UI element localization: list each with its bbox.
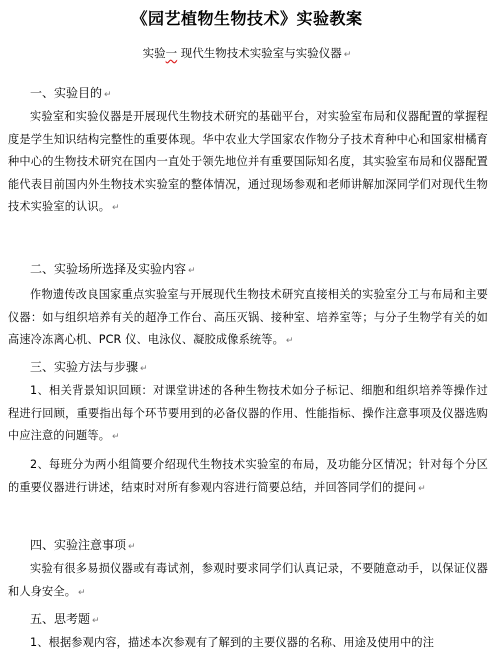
section-heading-purpose [30, 84, 112, 101]
paragraph-mark: ↵ [188, 266, 196, 276]
paragraph-mark: ↵ [104, 90, 112, 100]
subtitle-rest: 现代生物技术实验室与实验仪器 [177, 46, 342, 60]
section-body-venue [8, 284, 488, 353]
body-text: 2、每班分为两小组简要介绍现代生物技术实验室的布局，及功能分区情况；针对每个分区的重要仪器进行讲述，结束时对所有参观内容进行简要总结，并回答同学们的提问 [8, 458, 488, 494]
heading-text: 二、实验场所选择及实验内容 [30, 262, 187, 276]
paragraph-mark: ↵ [140, 364, 148, 374]
section-heading-methods [30, 358, 148, 375]
experiment-subtitle [0, 45, 494, 61]
paragraph-mark: ↵ [128, 542, 136, 552]
body-text: 1、根据参观内容，描述本次参观有了解到的主要仪器的名称、用途及使用中的注 [30, 636, 435, 649]
paragraph-mark: ↵ [418, 483, 426, 494]
subtitle-prefix: 实验 [142, 46, 166, 60]
paragraph-mark: ↵ [78, 587, 86, 598]
paragraph-mark: ↵ [343, 50, 352, 60]
paragraph-mark: ↵ [92, 616, 100, 626]
section-body-purpose [8, 106, 488, 220]
subtitle-number: 一 [165, 46, 178, 60]
section-heading-notes [30, 536, 136, 553]
heading-text: 一、实验目的 [30, 86, 103, 100]
body-text: 1、相关背景知识回顾：对课堂讲述的各种生物技术如分子标记、细胞和组织培养等操作过程进行回顾，重要指出每个环节要用到的必备仪器的作用、性能指标、操作注意事项及仪器选购中应注意的问题等。 [8, 384, 488, 443]
paragraph-mark: ↵ [112, 203, 120, 214]
body-text: 作物遗传改良国家重点实验室与开展现代生物技术研究直接相关的实验室分工与布局和主要仪器：如与组织培养有关的超净工作台、高压灭锅、接种室、培养室等；与分子生物学有关的如高速冷冻离心机、PCR 仪、电泳仪、凝胶成像系统等。 [8, 288, 488, 347]
heading-text: 三、实验方法与步骤 [30, 360, 139, 374]
section-body-notes [8, 558, 488, 604]
document-title: 《园艺植物生物技术》实验教案 [131, 9, 363, 28]
section-body-methods-1 [8, 380, 488, 449]
heading-text: 四、实验注意事项 [30, 538, 127, 552]
section-body-questions-1 [8, 632, 488, 655]
heading-text: 五、思考题 [30, 612, 91, 626]
section-body-methods-2 [8, 454, 488, 500]
body-text: 实验室和实验仪器是开展现代生物技术研究的基础平台，对实验室布局和仪器配置的掌握程度是学生知识结构完整性的重要体现。华中农业大学国家农作物分子技术育种中心和国家柑橘育种中心的生物技术研究在国内一直处于领先地位并有重要国际知名度，其实验室布局和仪器配置能代表目前国内外生物技术实验室的整体情况，通过现场参观和老师讲解加深同学们对现代生物技术实验室的认识。 [8, 110, 488, 214]
section-heading-questions [30, 610, 100, 627]
paragraph-mark: ↵ [112, 432, 120, 443]
paragraph-mark: ↵ [285, 336, 294, 347]
section-heading-venue [30, 260, 196, 277]
body-text: 实验有很多易损仪器或有毒试剂，参观时要求同学们认真记录，不要随意动手，以保证仪器和人身安全。 [8, 562, 488, 598]
